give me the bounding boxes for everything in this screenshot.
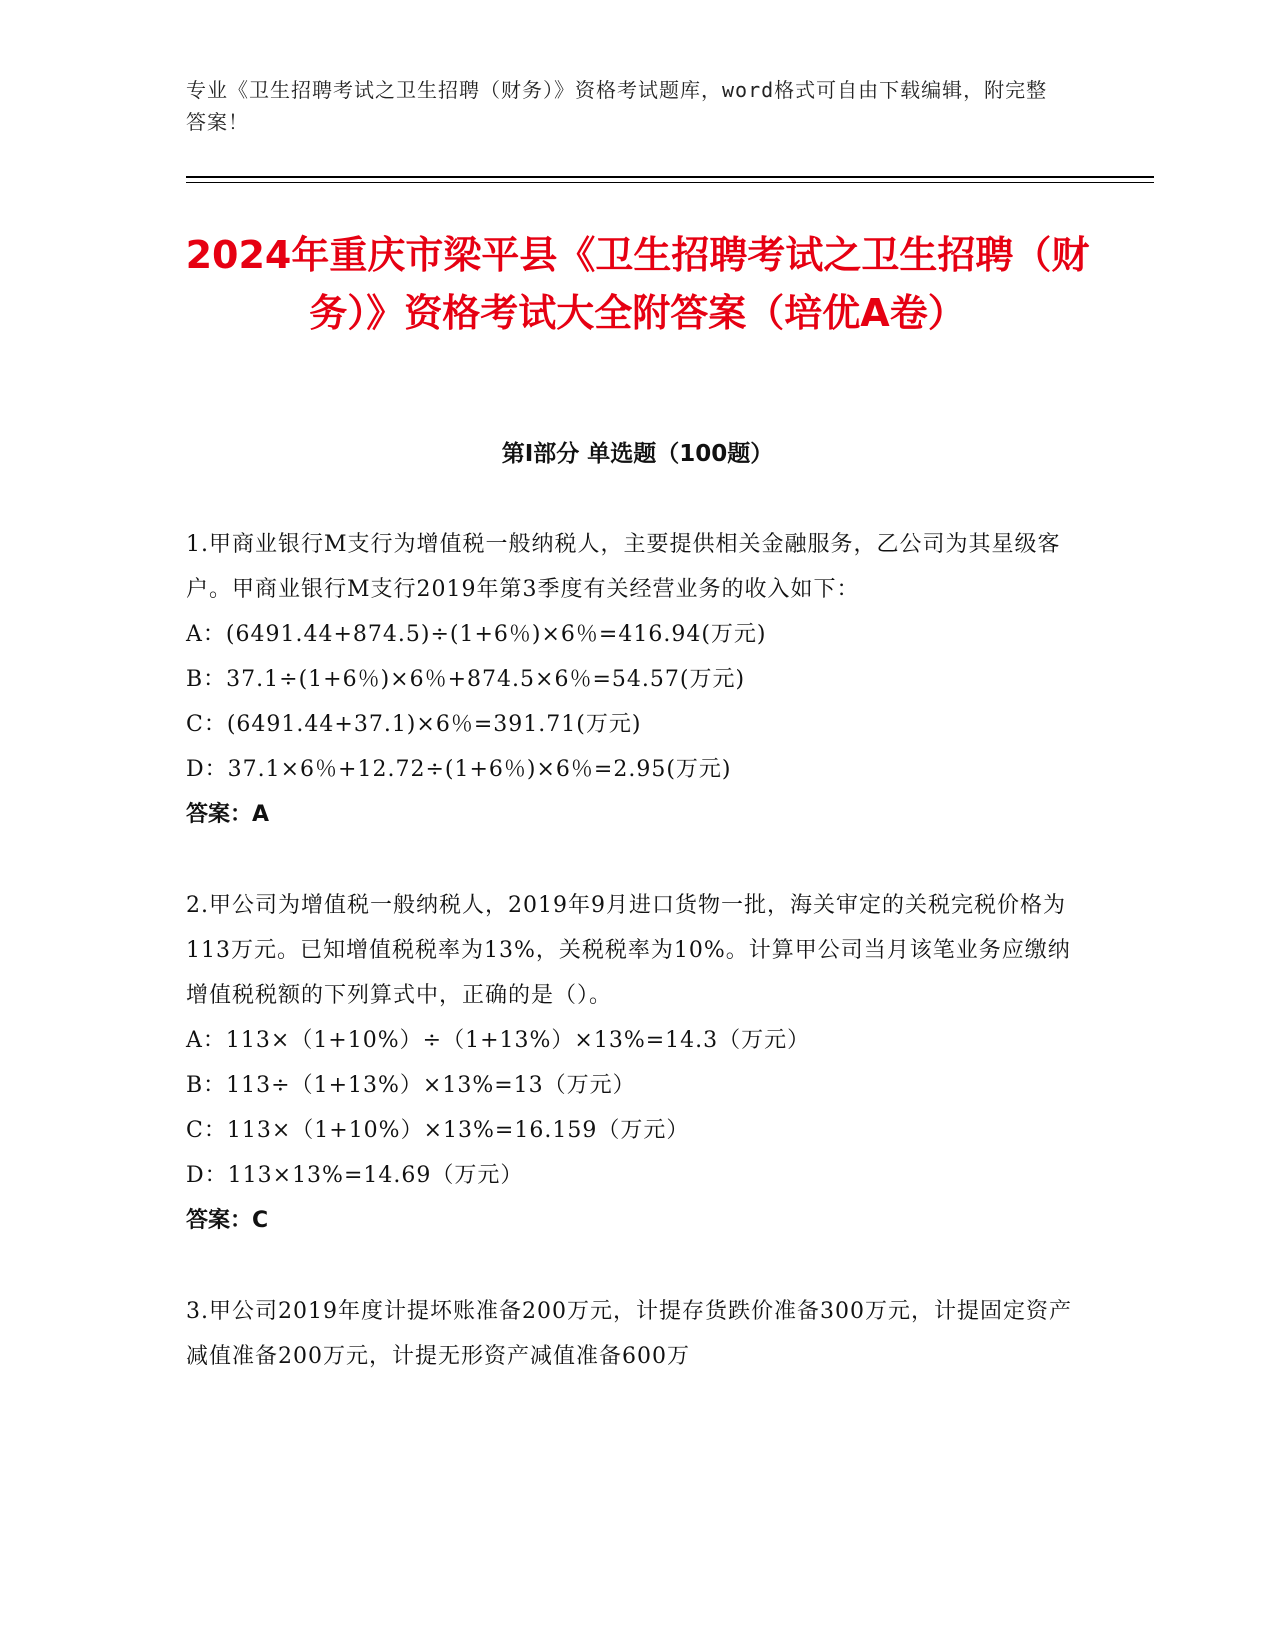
question-stem: 1.甲商业银行M支行为增值税一般纳税人，主要提供相关金融服务，乙公司为其星级客户。甲商业银行M支行2019年第3季度有关经营业务的收入如下： xyxy=(186,532,1061,602)
question-stem: 2.甲公司为增值税一般纳税人，2019年9月进口货物一批，海关审定的关税完税价格为113万元。已知增值税税率为13%，关税税率为10%。计算甲公司当月该笔业务应缴纳增值税税额的下列算式中，正确的是（）。 xyxy=(186,893,1071,1008)
document-title: 2024年重庆市梁平县《卫生招聘考试之卫生招聘（财务）》资格考试大全附答案（培优A卷） xyxy=(185,233,1090,335)
header-divider-thick xyxy=(186,176,1154,178)
question-1 xyxy=(186,522,1076,837)
question-list xyxy=(186,522,1076,1425)
option-a: A：(6491.44+874.5)÷(1+6％)×6％=416.94(万元) xyxy=(186,622,767,647)
option-d: D：113×13%=14.69（万元） xyxy=(186,1163,524,1188)
answer: 答案：C xyxy=(186,1208,269,1233)
question-stem: 3.甲公司2019年度计提坏账准备200万元，计提存货跌价准备300万元，计提固定资产减值准备200万元，计提无形资产减值准备600万 xyxy=(186,1299,1072,1369)
option-d: D：37.1×6％+12.72÷(1+6％)×6％=2.95(万元) xyxy=(186,757,732,782)
option-c: C：113×（1+10%）×13%=16.159（万元） xyxy=(186,1118,690,1143)
question-2 xyxy=(186,883,1076,1243)
header-note: 专业《卫生招聘考试之卫生招聘（财务）》资格考试题库，word格式可自由下载编辑，附完整答案！ xyxy=(186,78,1048,134)
option-b: B：37.1÷(1+6％)×6％+874.5×6％=54.57(万元) xyxy=(186,667,746,692)
header-divider-thin xyxy=(186,182,1154,183)
question-3 xyxy=(186,1289,1076,1379)
option-a: A：113×（1+10%）÷（1+13%）×13%=14.3（万元） xyxy=(186,1028,811,1053)
option-c: C：(6491.44+37.1)×6％=391.71(万元) xyxy=(186,712,642,737)
option-b: B：113÷（1+13%）×13%=13（万元） xyxy=(186,1073,636,1098)
section-heading: 第I部分 单选题（100题） xyxy=(501,441,774,467)
answer: 答案：A xyxy=(186,802,270,827)
